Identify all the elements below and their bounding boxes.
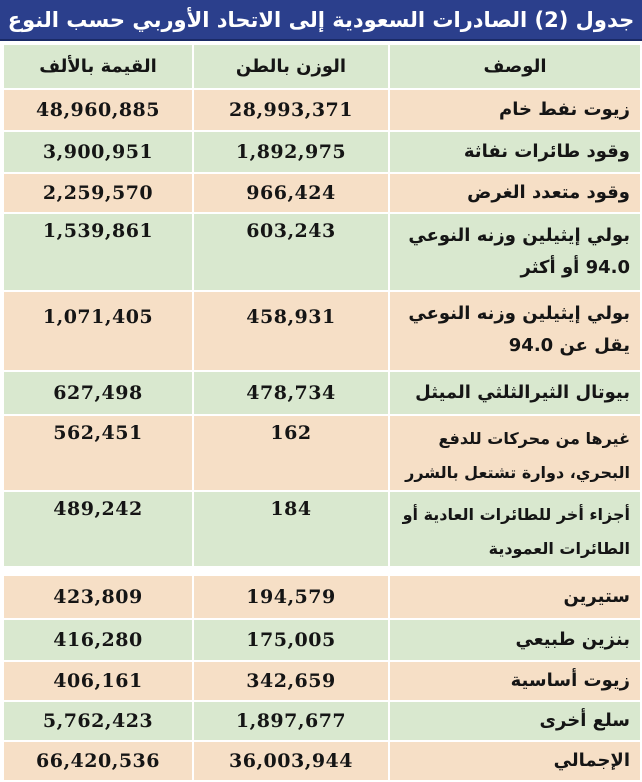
header-weight: الوزن بالطن: [193, 44, 389, 89]
value-cell: 416,280: [3, 619, 193, 661]
weight-cell: 603,243: [193, 213, 389, 291]
value-cell: 489,242: [3, 491, 193, 567]
table-row: [3, 213, 641, 291]
weight-cell: 28,993,371: [193, 89, 389, 131]
table-row: [3, 291, 641, 371]
table-row: [3, 491, 641, 567]
description-cell: بولي إيثيلين وزنه النوعي 94.0 أو أكثر: [389, 213, 641, 291]
table-row: [3, 575, 641, 619]
value-cell: 423,809: [3, 575, 193, 619]
header-value: القيمة بالألف: [3, 44, 193, 89]
weight-cell: 458,931: [193, 291, 389, 371]
description-cell: بولي إيثيلين وزنه النوعي يقل عن 94.0: [389, 291, 641, 371]
description-cell: وقود طائرات نفاثة: [389, 131, 641, 173]
exports-table: [2, 43, 642, 782]
table-row: [3, 415, 641, 491]
weight-cell: 1,897,677: [193, 701, 389, 741]
value-cell: 48,960,885: [3, 89, 193, 131]
description-cell: سلع أخرى: [389, 701, 641, 741]
description-cell: ستيرين: [389, 575, 641, 619]
table-row: [3, 619, 641, 661]
value-cell: 562,451: [3, 415, 193, 491]
table-row: [3, 701, 641, 741]
weight-cell: 342,659: [193, 661, 389, 701]
table-row: [3, 173, 641, 213]
table-row: [3, 89, 641, 131]
total-label-cell: الإجمالي: [389, 741, 641, 781]
description-cell: زيوت أساسية: [389, 661, 641, 701]
header-description: الوصف: [389, 44, 641, 89]
weight-cell: 478,734: [193, 371, 389, 415]
description-cell: بيوتال الثيرالثلثي الميثل: [389, 371, 641, 415]
description-cell: أجزاء أخر للطائرات العادية أو الطائرات العمودية: [389, 491, 641, 567]
value-cell: 5,762,423: [3, 701, 193, 741]
description-cell: وقود متعدد الغرض: [389, 173, 641, 213]
weight-cell: 184: [193, 491, 389, 567]
table-row: [3, 131, 641, 173]
description-cell: غيرها من محركات للدفع البحري، دوارة تشتعل بالشرر: [389, 415, 641, 491]
value-cell: 627,498: [3, 371, 193, 415]
description-cell: زيوت نفط خام: [389, 89, 641, 131]
description-cell: بنزين طبيعي: [389, 619, 641, 661]
table-row: [3, 371, 641, 415]
total-value-cell: 66,420,536: [3, 741, 193, 781]
value-cell: 406,161: [3, 661, 193, 701]
weight-cell: 1,892,975: [193, 131, 389, 173]
weight-cell: 966,424: [193, 173, 389, 213]
total-row: [3, 741, 641, 781]
table-divider: [3, 567, 641, 575]
weight-cell: 162: [193, 415, 389, 491]
weight-cell: 175,005: [193, 619, 389, 661]
table-title: جدول (2) الصادرات السعودية إلى الاتحاد الأوربي حسب النوع: [0, 0, 642, 41]
total-weight-cell: 36,003,944: [193, 741, 389, 781]
value-cell: 3,900,951: [3, 131, 193, 173]
table-row: [3, 661, 641, 701]
value-cell: 2,259,570: [3, 173, 193, 213]
weight-cell: 194,579: [193, 575, 389, 619]
value-cell: 1,539,861: [3, 213, 193, 291]
header-row: [3, 44, 641, 89]
value-cell: 1,071,405: [3, 291, 193, 371]
